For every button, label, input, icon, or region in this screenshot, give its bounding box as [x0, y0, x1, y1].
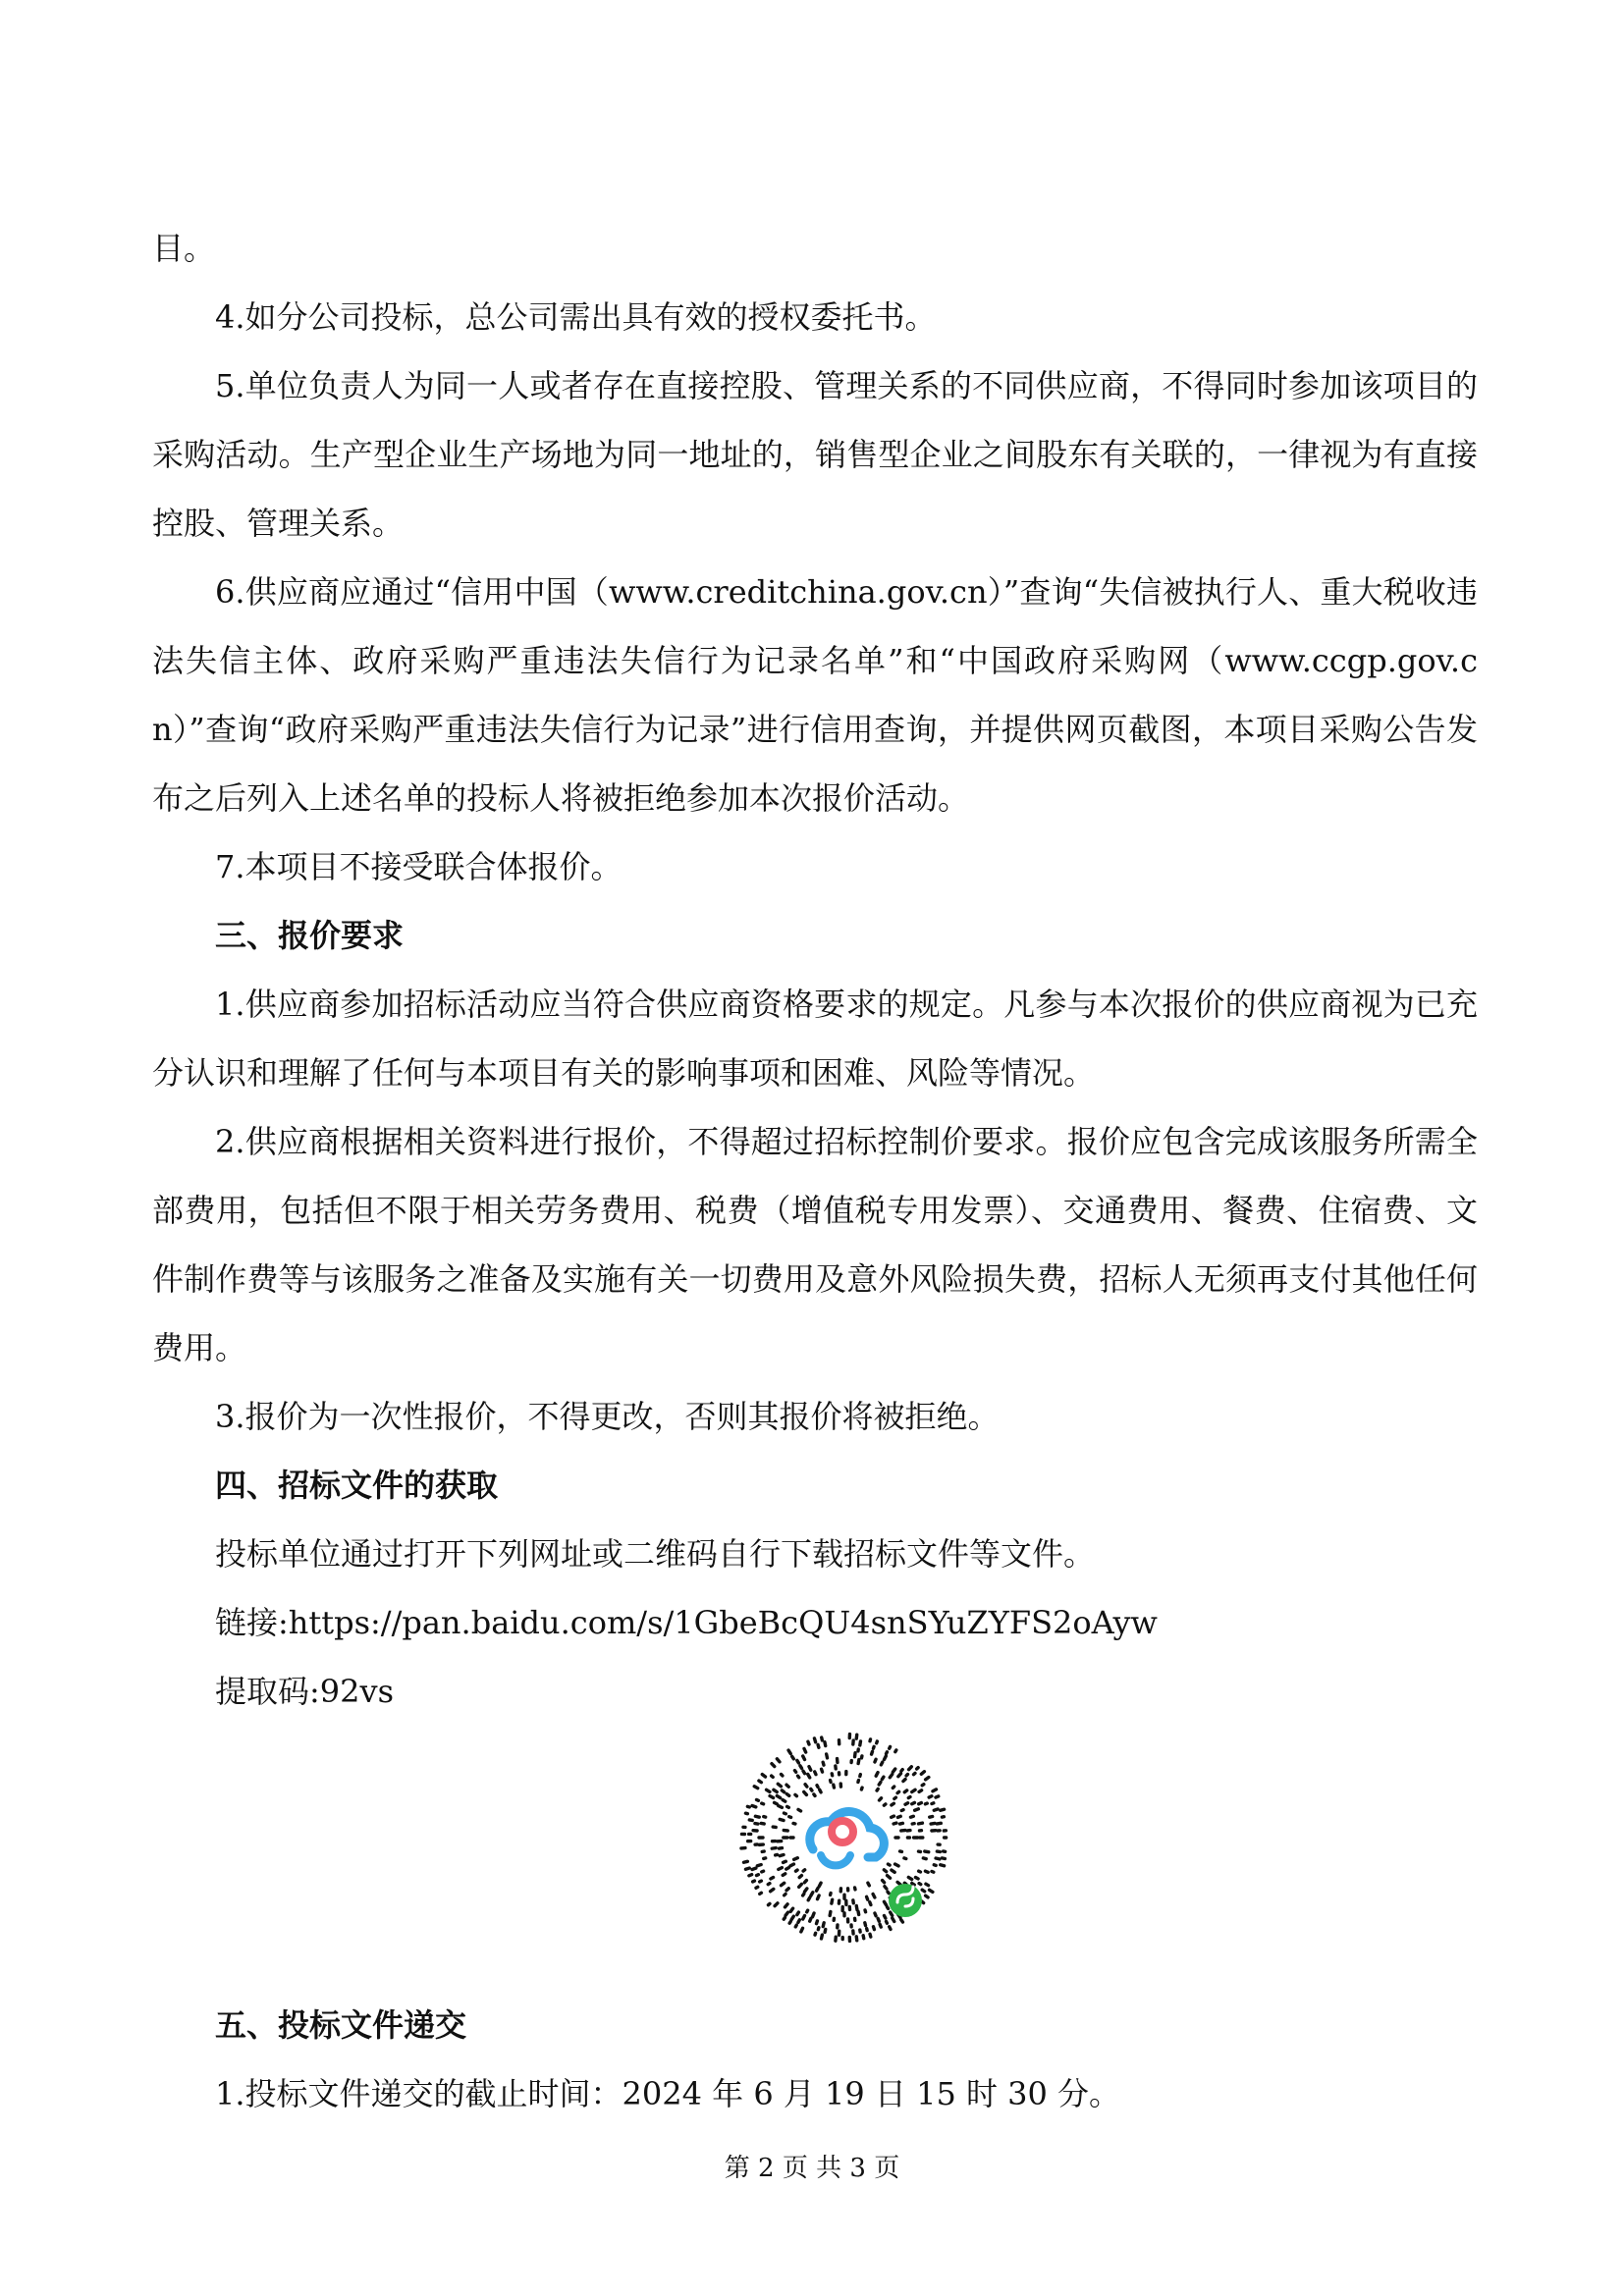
quote-req-1: 1.供应商参加招标活动应当符合供应商资格要求的规定。凡参与本次报价的供应商视为已充分认识和理解了任何与本项目有关的影响事项和困难、风险等情况。 [152, 986, 1478, 1092]
section-heading-tender-docs: 四、招标文件的获取 [215, 1467, 499, 1504]
paragraph-item-4: 4.如分公司投标，总公司需出具有效的授权委托书。 [215, 298, 937, 336]
tender-docs-intro: 投标单位通过打开下列网址或二维码自行下载招标文件等文件。 [215, 1535, 1096, 1573]
mini-program-badge-icon [889, 1884, 922, 1917]
page-footer: 第 2 页 共 3 页 [724, 2154, 900, 2183]
submission-deadline: 1.投标文件递交的截止时间：2024 年 6 月 19 日 15 时 30 分。 [215, 2075, 1121, 2112]
paragraph-continuation: 目。 [152, 230, 216, 267]
qr-code[interactable] [736, 1730, 952, 1946]
quote-req-3: 3.报价为一次性报价，不得更改，否则其报价将被拒绝。 [215, 1398, 1000, 1435]
quote-req-2: 2.供应商根据相关资料进行报价，不得超过招标控制价要求。报价应包含完成该服务所需全部费用，包括但不限于相关劳务费用、税费（增值税专用发票）、交通费用、餐费、住宿费、文件制作费等与该服务之准备及实施有关一切费用及意外风险损失费，招标人无须再支付其他任何费用。 [152, 1123, 1478, 1366]
section-heading-bid-submission: 五、投标文件递交 [215, 2006, 467, 2044]
paragraph-item-6: 6.供应商应通过“信用中国（www.creditchina.gov.cn）”查询“失信被执行人、重大税收违法失信主体、政府采购严重违法失信行为记录名单”和“中国政府采购网（www.ccgp.gov.cn）”查询“政府采购严重违法失信行为记录”进行信用查询，并提供网页截图，本项目采购公告发布之后列入上述名单的投标人将被拒绝参加本次报价活动。 [152, 573, 1478, 817]
download-link[interactable]: 链接:https://pan.baidu.com/s/1GbeBcQU4snSYuZYFS2oAyw [215, 1604, 1158, 1641]
paragraph-item-5: 5.单位负责人为同一人或者存在直接控股、管理关系的不同供应商，不得同时参加该项目的采购活动。生产型企业生产场地为同一地址的，销售型企业之间股东有关联的，一律视为有直接控股、管理关系。 [152, 367, 1478, 542]
section-heading-quote-requirements: 三、报价要求 [215, 917, 405, 954]
qr-code-icon [736, 1730, 952, 1946]
paragraph-item-7: 7.本项目不接受联合体报价。 [215, 848, 623, 885]
extraction-code: 提取码:92vs [215, 1673, 395, 1710]
